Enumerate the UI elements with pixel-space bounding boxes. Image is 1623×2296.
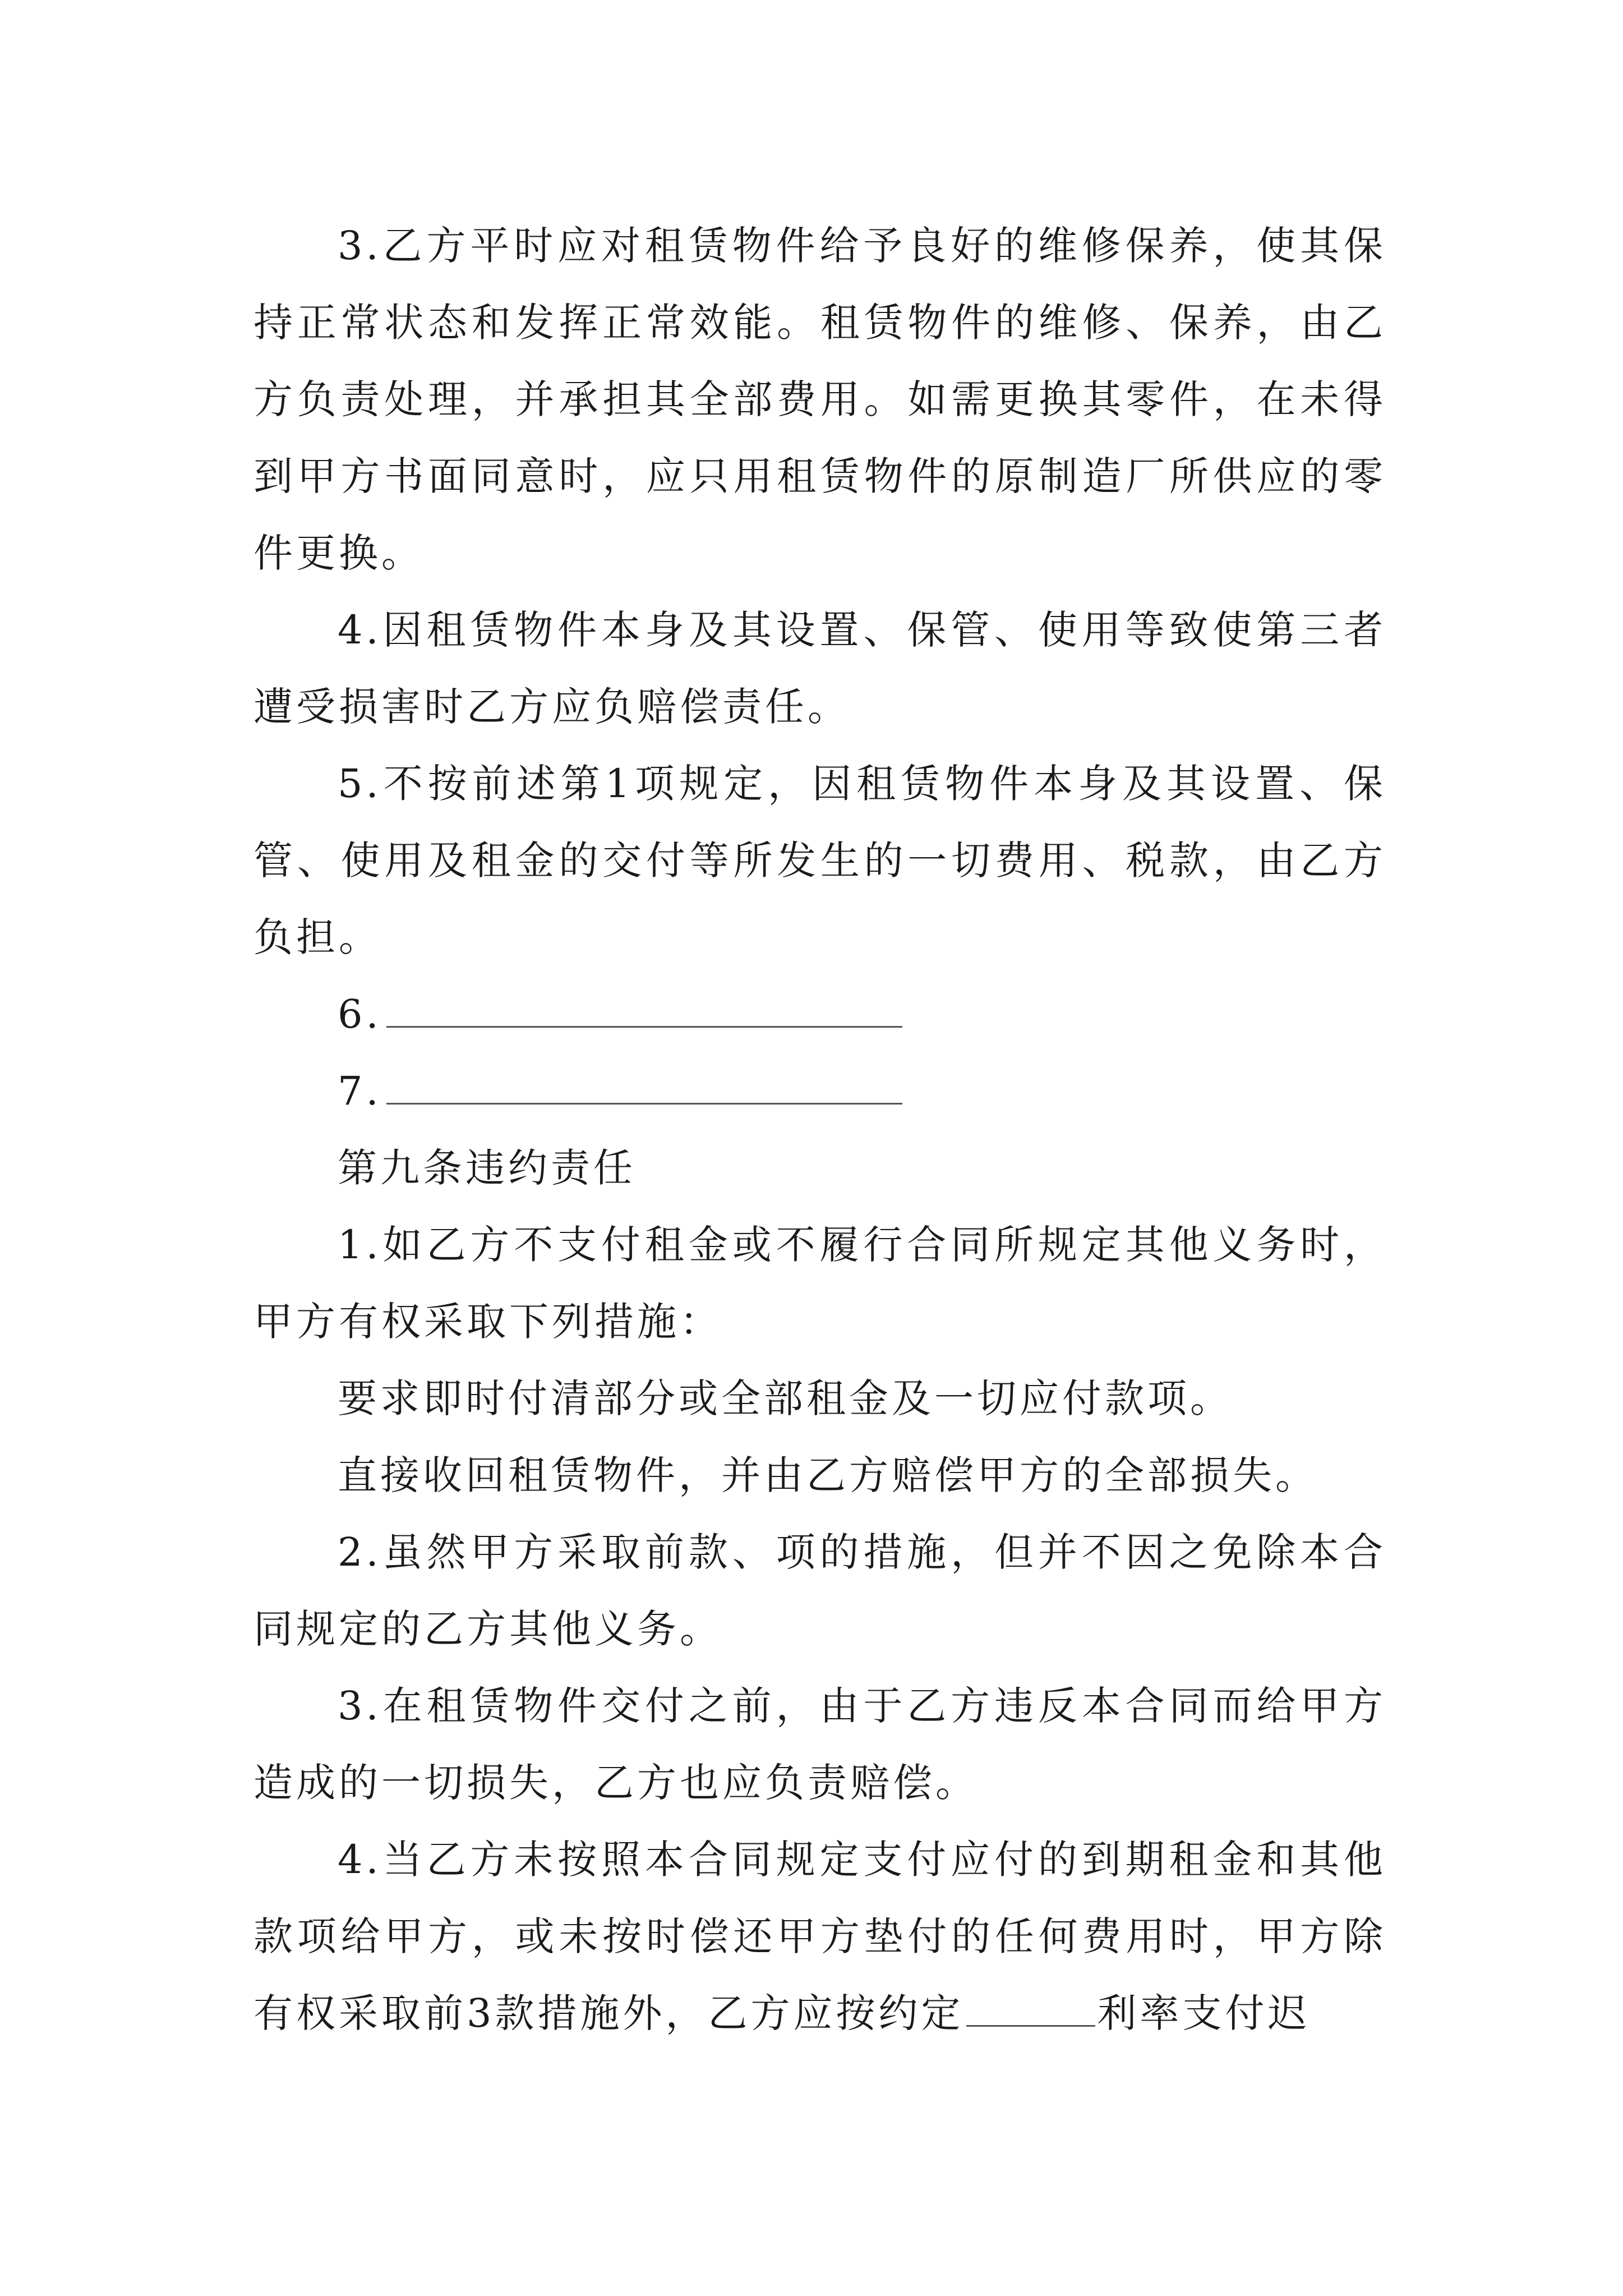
item-4-text-after-blank: 利率支付迟 (1097, 1990, 1311, 2036)
item-4-text-before-blank: 4.当乙方未按照本合同规定支付应付的到期租金和其他款项给甲方，或未按时偿还甲方垫付的任何费用时，甲方除有权采取前3款措施外，乙方应按约定 (253, 1837, 1386, 2036)
article-9-item-3: 3.在租赁物件交付之前，由于乙方违反本合同而给甲方造成的一切损失，乙方也应负责赔偿。 (253, 1683, 1386, 1806)
clause-8-item-3: 3.乙方平时应对租赁物件给予良好的维修保养，使其保持正常状态和发挥正常效能。租赁物件的维修、保养，由乙方负责处理，并承担其全部费用。如需更换其零件，在未得到甲方书面同意时，应只用租赁物件的原制造厂所供应的零件更换。 (253, 223, 1386, 576)
article-9-item-2: 2.虽然甲方采取前款、项的措施，但并不因之免除本合同规定的乙方其他义务。 (253, 1529, 1386, 1652)
article-9-item-4 (253, 1821, 1386, 2052)
item-7-number: 7. (338, 1068, 382, 1114)
item-7-blank-line (386, 1064, 902, 1105)
article-9-item-1-measure-b: 直接收回租赁物件，并由乙方赔偿甲方的全部损失。 (338, 1452, 1318, 1498)
clause-8-item-4: 4.因租赁物件本身及其设置、保管、使用等致使第三者遭受损害时乙方应负赔偿责任。 (253, 607, 1386, 730)
article-9-heading: 第九条违约责任 (338, 1145, 636, 1191)
article-9-item-1: 1.如乙方不支付租金或不履行合同所规定其他义务时，甲方有权采取下列措施： (253, 1222, 1386, 1345)
document-body (253, 208, 1386, 2052)
item-6-number: 6. (338, 991, 382, 1037)
clause-8-item-5: 5.不按前述第1项规定，因租赁物件本身及其设置、保管、使用及租金的交付等所发生的一切费用、税款，由乙方负担。 (253, 761, 1386, 960)
clause-8-item-6 (253, 976, 1386, 1053)
interest-rate-blank (966, 1986, 1095, 2027)
article-9-item-1-measure-a: 要求即时付清部分或全部租金及一切应付款项。 (338, 1375, 1233, 1421)
item-6-blank-line (386, 987, 902, 1028)
clause-8-item-7 (253, 1053, 1386, 1130)
